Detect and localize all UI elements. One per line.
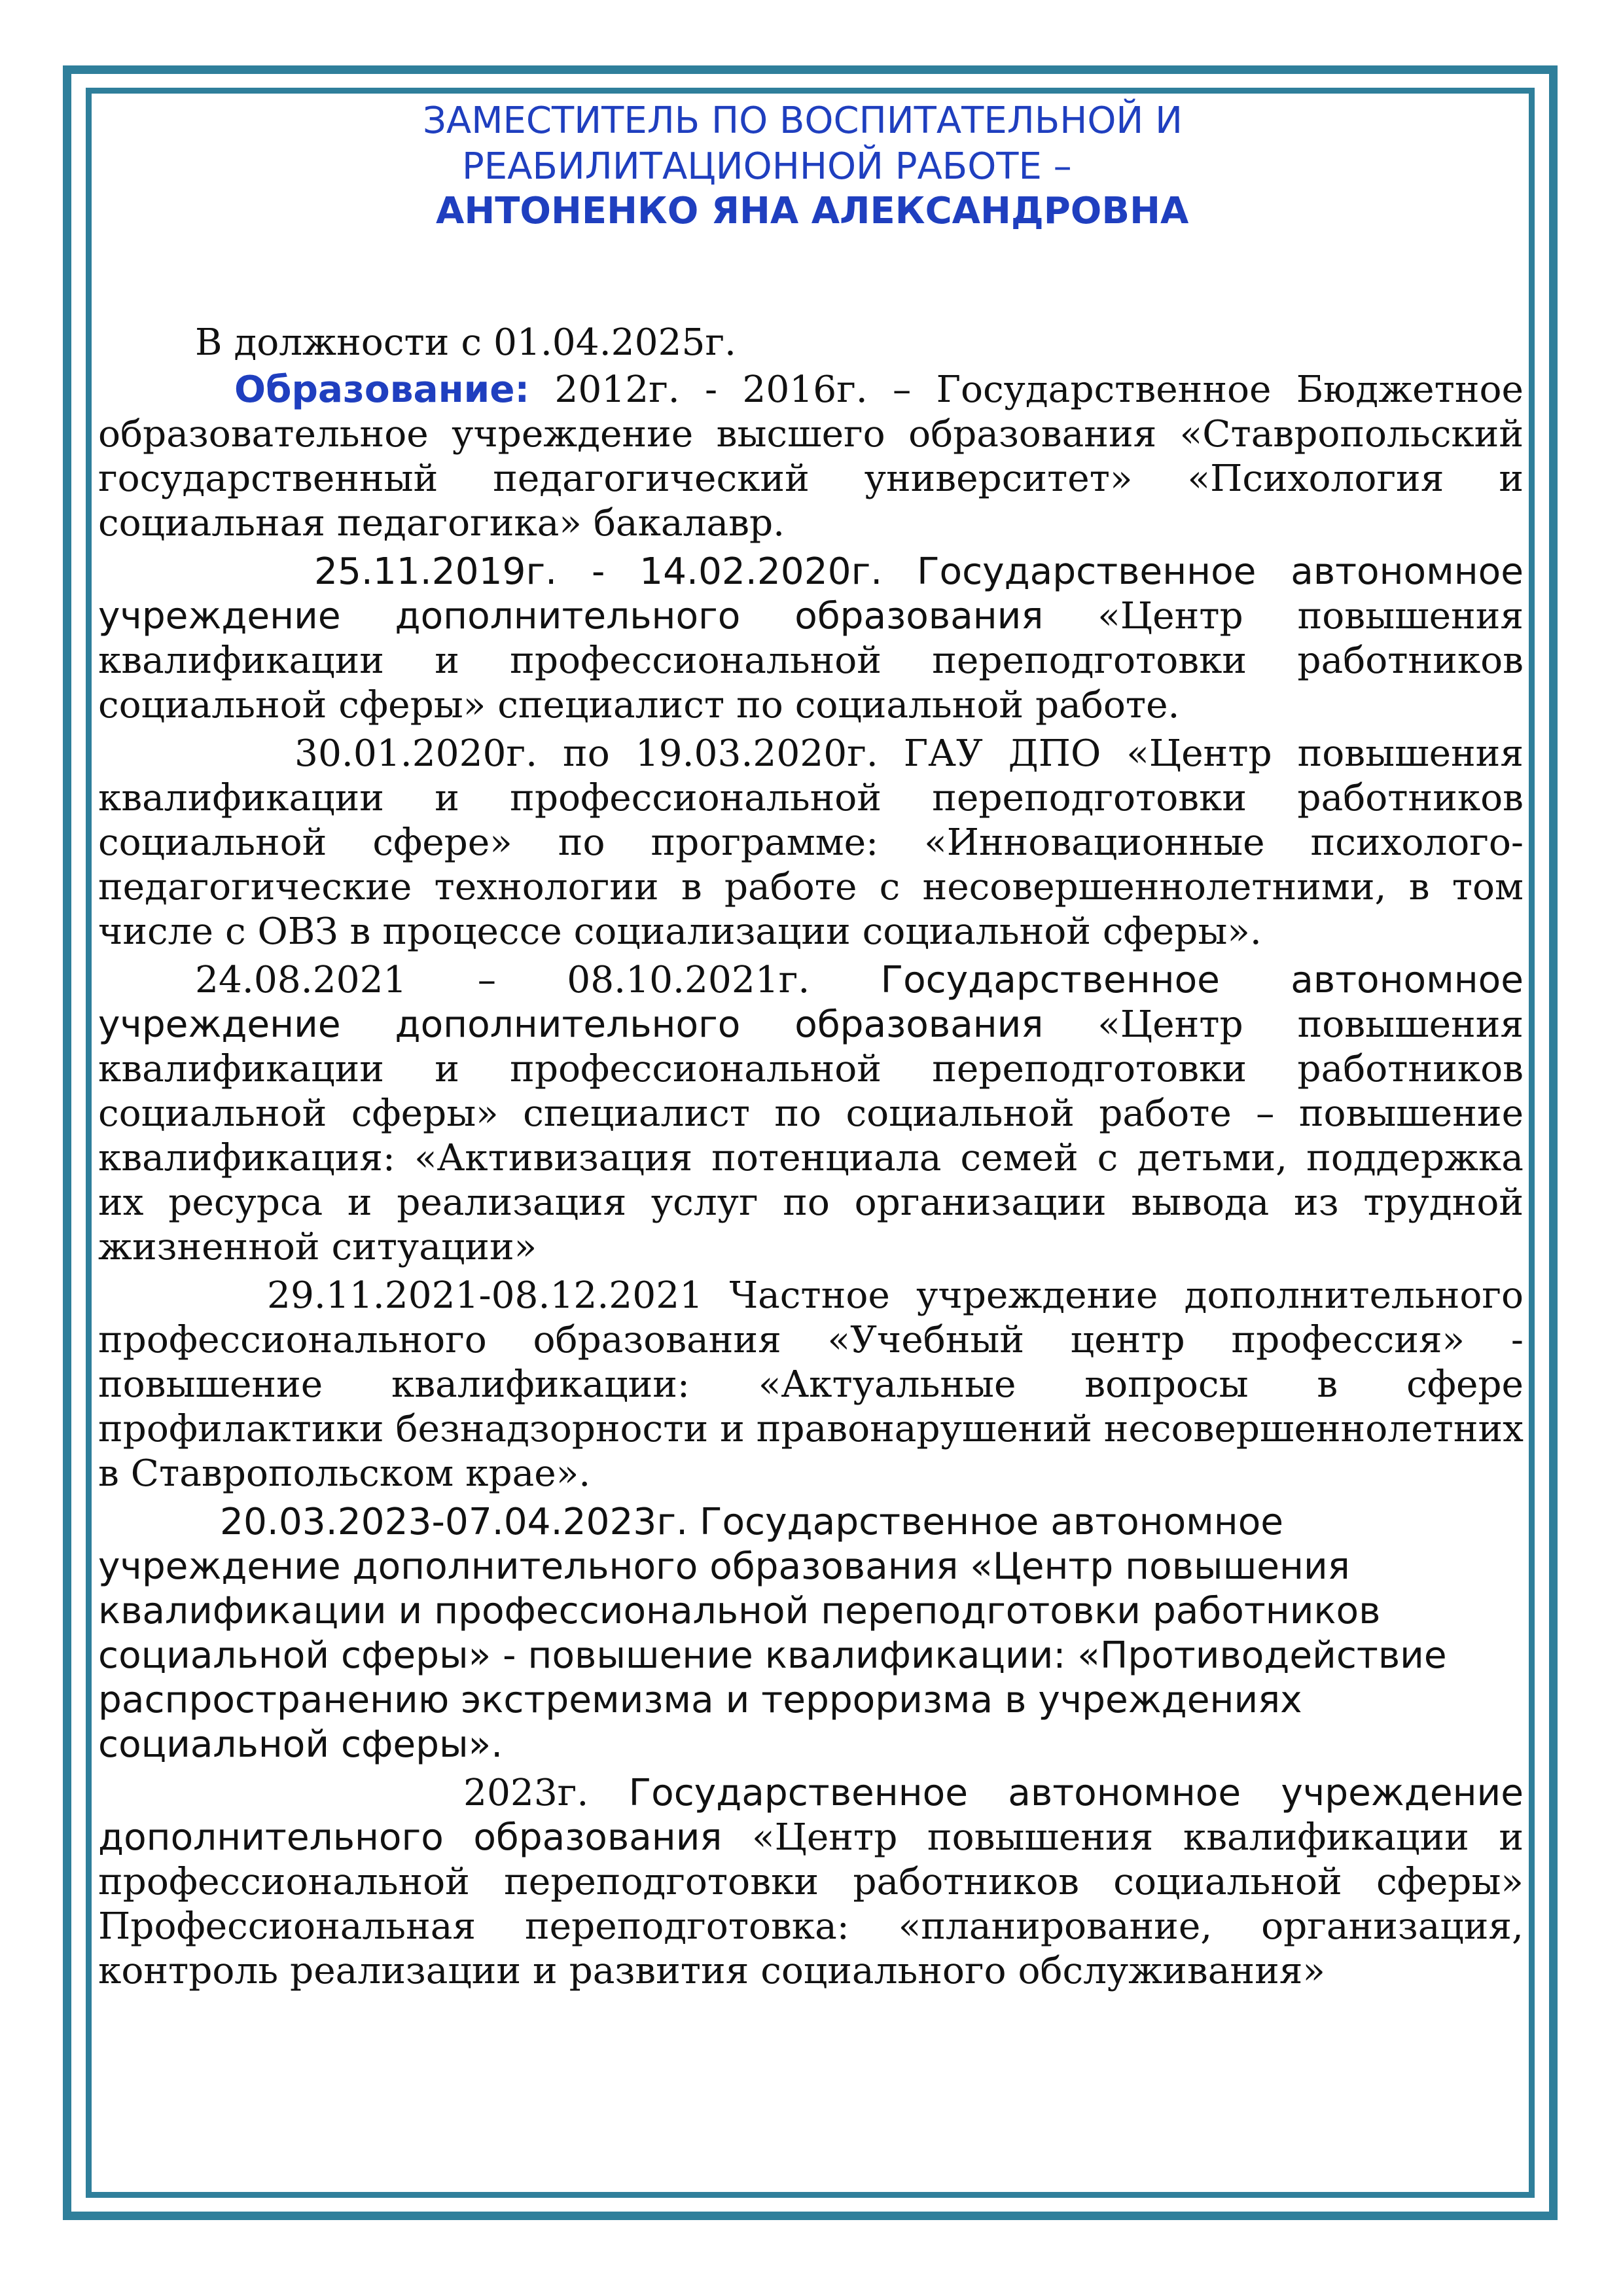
entry-dates: 25.11.2019г. - 14.02.2020г. <box>314 550 883 593</box>
entry-dates: 2023г. <box>463 1772 589 1814</box>
entry-text: 30.01.2020г. по 19.03.2020г. ГАУ ДПО «Центр повышения квалификации и профессиональной переподготовки работников социальной сфере» по программе: «Инновационные психолого-педагогические технологии в работе с несовершеннолетними, в том числе с ОВЗ в процессе социализации социальной сферы». <box>98 732 1524 953</box>
entry-text: 29.11.2021-08.12.2021 Частное учреждение дополнительного профессионального образования «Учебный центр профессия» - повышение квалификации: «Актуальные вопросы в сфере профилактики безнадзорности и правонарушений несовершеннолетних в Ставропольском крае». <box>98 1274 1524 1495</box>
document-body <box>98 321 1524 1994</box>
entry-text: «Центр повышения квалификации и профессиональной переподготовки работников социальной сферы» специалист по социальной работе – повышение квалификация: «Активизация потенциала семей с детьми, поддержка их ресурса и реализация услуг по организации вывода из трудной жизненной ситуации» <box>98 1003 1524 1268</box>
entry-paragraph <box>98 1274 1524 1496</box>
entry-dates: 24.08.2021 – 08.10.2021г. <box>195 959 810 1001</box>
education-text: 2012г. - 2016г. – Государственное Бюджетное образовательное учреждение высшего образования «Ставропольский государственный педагогический университет» «Психология и социальная педагогика» бакалавр. <box>98 368 1524 545</box>
entry-dates: 20.03.2023-07.04.2023г. <box>220 1501 688 1543</box>
position-since: В должности с 01.04.2025г. <box>195 321 737 364</box>
entry-org: Государственное автономное учреждение дополнительного образования <box>98 550 1524 637</box>
entry-text: «Центр повышения квалификации и профессиональной переподготовки работников социальной сферы» - повышение квалификации: «Противодействие распространению экстремизма и терроризма в учреждениях социальной сферы». <box>98 1545 1447 1766</box>
title-line-1: ЗАМЕСТИТЕЛЬ ПО ВОСПИТАТЕЛЬНОЙ И <box>423 99 1183 142</box>
entry-paragraph <box>98 1500 1524 1767</box>
title-line-2: РЕАБИЛИТАЦИОННОЙ РАБОТЕ – <box>462 145 1072 188</box>
person-name: АНТОНЕНКО ЯНА АЛЕКСАНДРОВНА <box>436 190 1189 232</box>
entry-org: Государственное автономное учреждение дополнительного образования <box>98 1501 1284 1588</box>
entry-paragraph <box>98 550 1524 728</box>
entry-paragraph <box>98 732 1524 954</box>
entry-paragraph <box>98 958 1524 1270</box>
entry-text: «Центр повышения квалификации и профессиональной переподготовки работников социальной сферы» Профессиональная переподготовка: «планирование, организация, контроль реализации и развития социального обслуживания» <box>98 1816 1524 1992</box>
entry-paragraph <box>98 1771 1524 1994</box>
education-paragraph <box>98 368 1524 546</box>
entry-org: Государственное автономное учреждение дополнительного образования <box>98 1772 1524 1859</box>
education-label: Образование: <box>234 368 530 411</box>
entry-org: Государственное автономное учреждение дополнительного образования <box>98 959 1524 1046</box>
entry-text: «Центр повышения квалификации и профессиональной переподготовки работников социальной сферы» специалист по социальной работе. <box>98 595 1524 726</box>
